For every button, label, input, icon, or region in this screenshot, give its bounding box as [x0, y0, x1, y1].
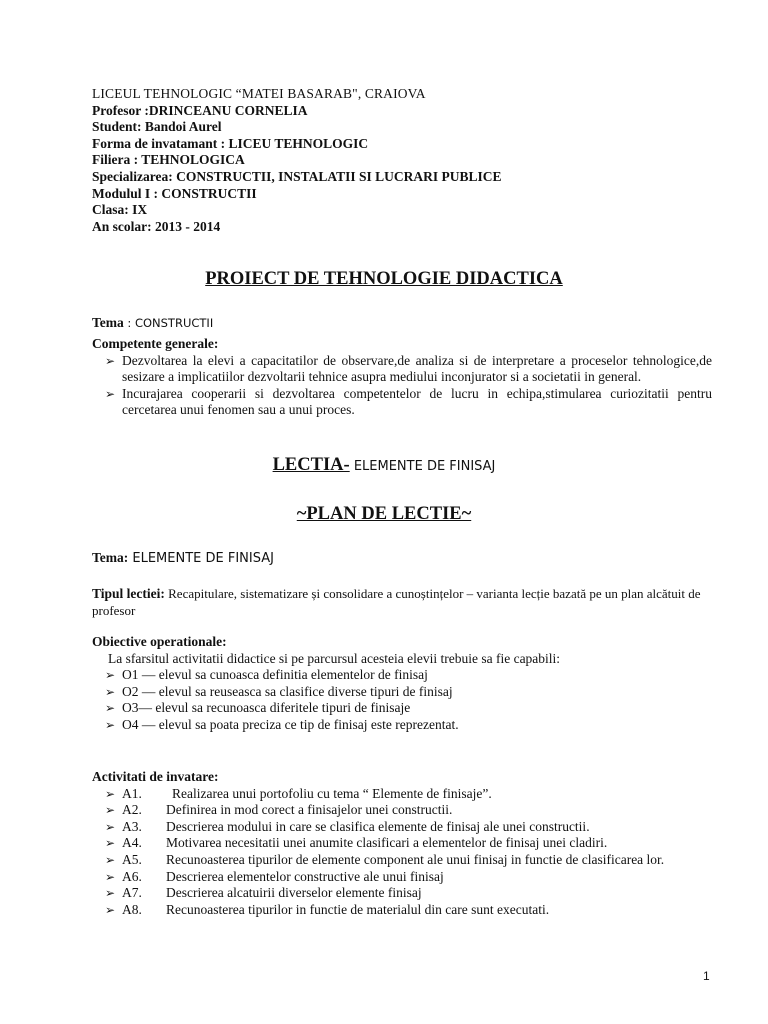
- arrow-bullet-icon: ➢: [105, 717, 116, 732]
- arrow-bullet-icon: ➢: [105, 668, 116, 683]
- activitate-item: ➢ A4. Motivarea necesitatii unei anumite clasificari a elementelor de finisaj unei cladiri.: [105, 835, 608, 851]
- obiective-section: [92, 634, 712, 734]
- competente-item: ➢ Incurajarea cooperarii si dezvoltarea competentelor de lucru in echipa,stimularea curiozitatii pentru cercetarea unui fenomen sau a unui proces.: [105, 385, 712, 418]
- plan-title: ~PLAN DE LECTIE~: [296, 504, 472, 524]
- project-title: PROIECT DE TEHNOLOGIE DIDACTICA: [205, 269, 563, 289]
- obiective-heading: Obiective operationale:: [92, 634, 227, 649]
- tema2-line: [92, 550, 712, 568]
- activitate-item: ➢ A8. Recunoasterea tipurilor in functie de materialul din care sunt executati.: [105, 901, 550, 917]
- tema2-value: ELEMENTE DE FINISAJ: [128, 551, 274, 566]
- activitate-item: ➢ A5. Recunoasterea tipurilor de elemente component ale unui finisaj in functie de clasificarea lor.: [105, 851, 665, 867]
- activitate-item: ➢ A6. Descrierea elementelor constructive ale unui finisaj: [105, 868, 444, 884]
- school-name: LICEUL TEHNOLOGIC “MATEI BASARAB", CRAIOVA: [92, 86, 426, 101]
- tipul-lectiei: [92, 585, 712, 619]
- arrow-bullet-icon: ➢: [105, 869, 116, 884]
- arrow-bullet-icon: ➢: [105, 353, 116, 368]
- obiectiv-item: ➢ O3— elevul sa recunoasca diferitele tipuri de finisaje: [105, 700, 411, 716]
- obiectiv-item: ➢ O1 — elevul sa cunoasca definitia elementelor de finisaj: [105, 667, 428, 683]
- activitate-item: ➢ A7. Descrierea alcatuirii diverselor elemente finisaj: [105, 885, 422, 901]
- obiectiv-item: ➢ O2 — elevul sa reuseasca sa clasifice diverse tipuri de finisaj: [105, 683, 453, 699]
- professor-line: Profesor :DRINCEANU CORNELIA: [92, 102, 308, 118]
- filiera-line: Filiera : TEHNOLOGICA: [92, 152, 245, 168]
- arrow-bullet-icon: ➢: [105, 386, 116, 401]
- tema-line: [92, 315, 712, 332]
- tema2-label: Tema:: [92, 550, 129, 565]
- lectia-label: LECTIA-: [272, 455, 350, 475]
- arrow-bullet-icon: ➢: [105, 684, 116, 699]
- activitati-heading: Activitati de invatare:: [92, 769, 219, 784]
- an-scolar-line: An scolar: 2013 - 2014: [92, 218, 221, 234]
- tipul-value: Recapitulare, sistematizare și consolidare a cunoștințelor – varianta lecție bazată pe un plan alcătuit de profesor: [92, 586, 701, 618]
- activitati-section: [92, 769, 712, 918]
- tipul-label: Tipul lectiei:: [92, 586, 165, 601]
- arrow-bullet-icon: ➢: [105, 836, 116, 851]
- specializarea-line: Specializarea: CONSTRUCTII, INSTALATII SI LUCRARI PUBLICE: [92, 168, 502, 184]
- obiectiv-item: ➢ O4 — elevul sa poata preciza ce tip de finisaj este reprezentat.: [105, 716, 459, 732]
- arrow-bullet-icon: ➢: [105, 819, 116, 834]
- competente-item: ➢ Dezvoltarea la elevi a capacitatilor de observare,de analiza si de interpretare a proceselor tehnologice,de sesizare a implicatiilor dezvoltarii tehnice asupra mediului inconjurator si a societatii in general.: [105, 352, 712, 385]
- header-block: [92, 86, 712, 235]
- arrow-bullet-icon: ➢: [105, 886, 116, 901]
- forma-line: Forma de invatamant : LICEU TEHNOLOGIC: [92, 135, 369, 151]
- lectia-value: ELEMENTE DE FINISAJ: [349, 459, 496, 474]
- lectia-title: [0, 457, 768, 476]
- modulul-line: Modulul I : CONSTRUCTII: [92, 185, 257, 201]
- page-number: 1: [703, 969, 710, 983]
- obiective-intro: La sfarsitul activitatii didactice si pe parcursul acesteia elevii trebuie sa fie capabili:: [108, 650, 561, 666]
- arrow-bullet-icon: ➢: [105, 803, 116, 818]
- activitate-item: ➢ A2. Definirea in mod corect a finisajelor unei constructii.: [105, 802, 453, 818]
- arrow-bullet-icon: ➢: [105, 852, 116, 867]
- tema-label: Tema: [92, 315, 124, 330]
- arrow-bullet-icon: ➢: [105, 701, 116, 716]
- student-line: Student: Bandoi Aurel: [92, 119, 222, 135]
- tema-value: : CONSTRUCTII: [123, 316, 214, 330]
- arrow-bullet-icon: ➢: [105, 786, 116, 801]
- clasa-line: Clasa: IX: [92, 202, 148, 218]
- competente-heading: Competente generale:: [92, 336, 219, 351]
- competente-section: [92, 336, 712, 419]
- activitate-item: ➢ A1. Realizarea unui portofoliu cu tema “ Elemente de finisaje”.: [105, 785, 492, 801]
- arrow-bullet-icon: ➢: [105, 902, 116, 917]
- activitate-item: ➢ A3. Descrierea modului in care se clasifica elemente de finisaj ale unei constructii.: [105, 818, 590, 834]
